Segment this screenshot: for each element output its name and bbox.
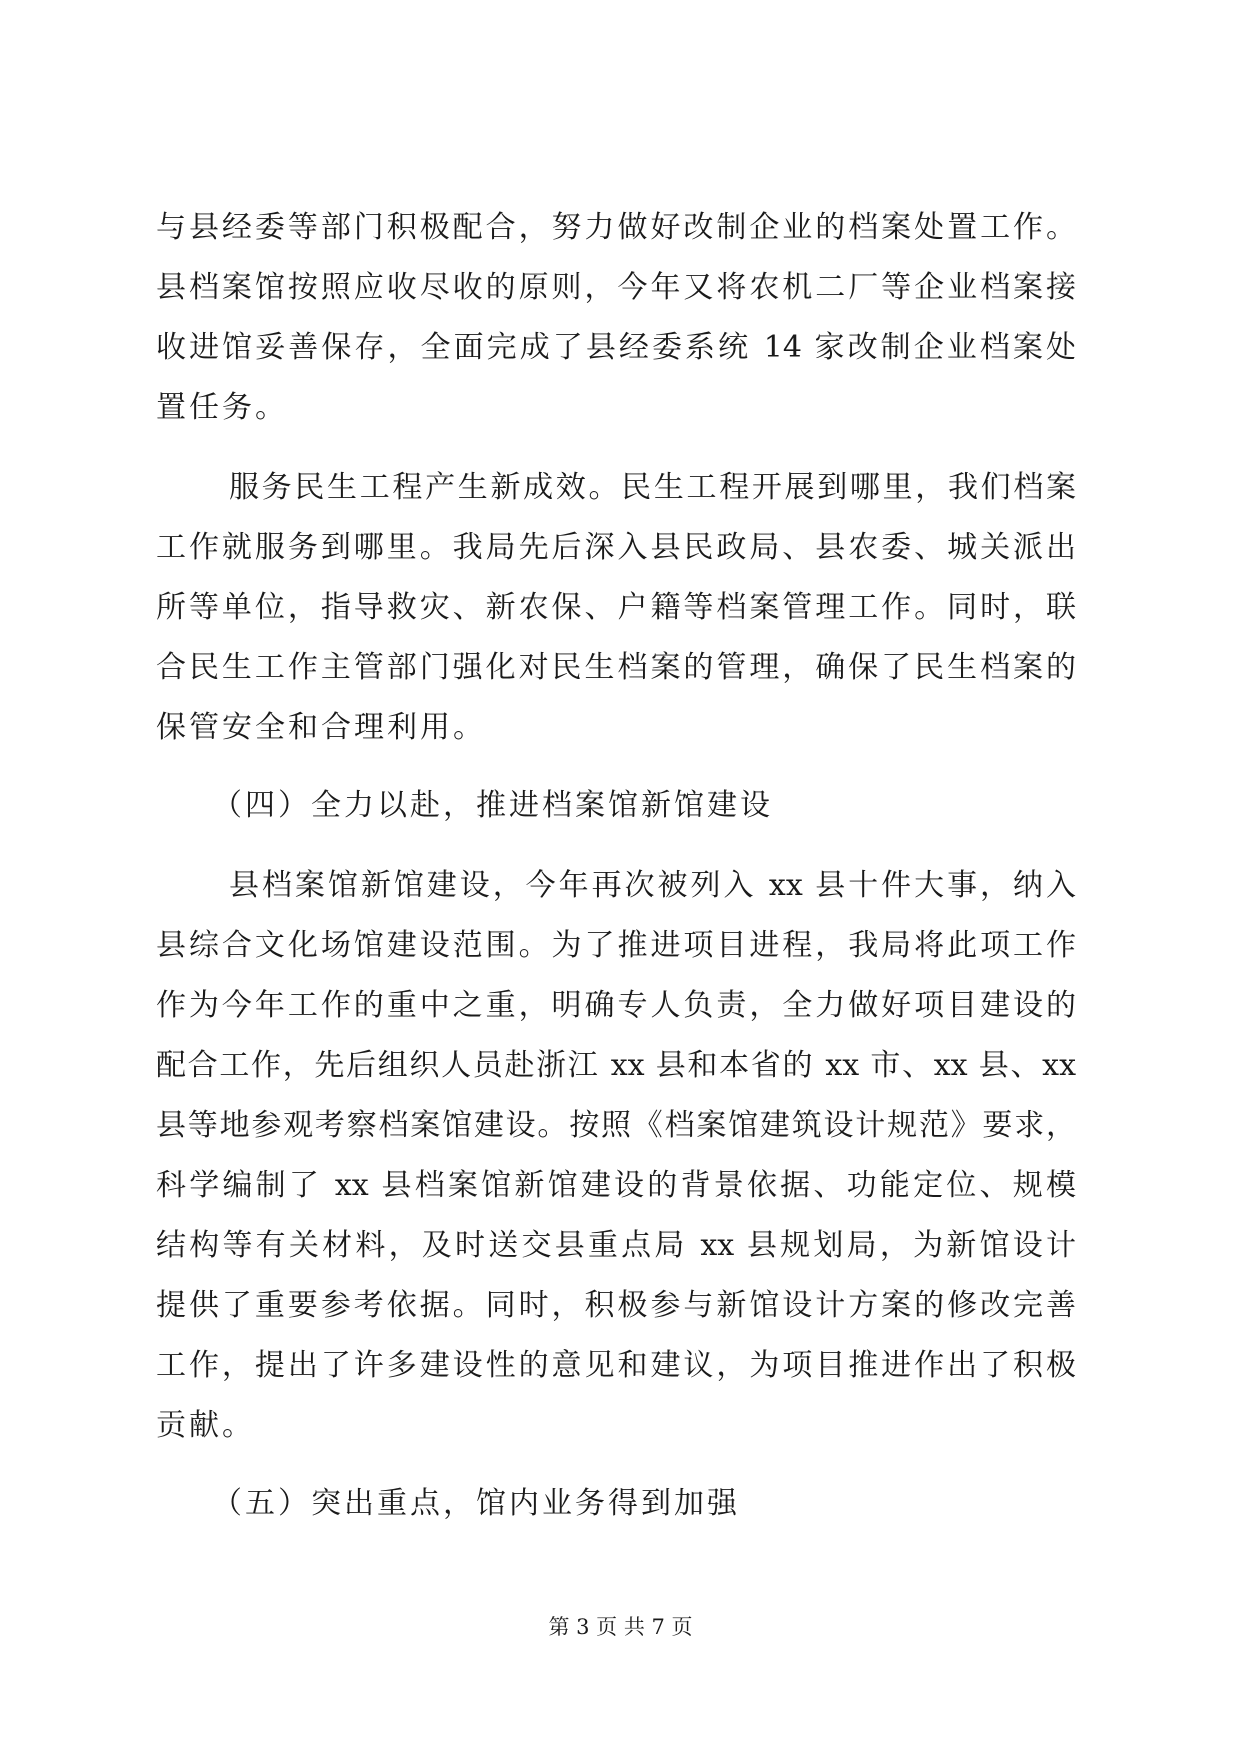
section-heading: （四）全力以赴，推进档案馆新馆建设: [212, 788, 773, 823]
paragraph-first-line: 服务民生工程产生新成效。民生工程开展到哪里，我们档案: [229, 470, 1076, 505]
text-line: 作为今年工作的重中之重，明确专人负责，全力做好项目建设的: [156, 988, 1076, 1023]
text-line: 工作，提出了许多建设性的意见和建议，为项目推进作出了积极: [156, 1348, 1076, 1383]
page-footer: 第 3 页 共 7 页: [548, 1615, 693, 1639]
paragraph-first-line: 县档案馆新馆建设，今年再次被列入 xx 县十件大事，纳入: [229, 868, 1076, 903]
text-line: 科学编制了 xx 县档案馆新馆建设的背景依据、功能定位、规模: [156, 1168, 1076, 1203]
text-line: 与县经委等部门积极配合，努力做好改制企业的档案处置工作。: [156, 210, 1076, 245]
text-line: 合民生工作主管部门强化对民生档案的管理，确保了民生档案的: [156, 650, 1076, 685]
text-line: 提供了重要参考依据。同时，积极参与新馆设计方案的修改完善: [156, 1288, 1076, 1323]
text-line: 保管安全和合理利用。: [156, 710, 486, 745]
text-line: 结构等有关材料，及时送交县重点局 xx 县规划局，为新馆设计: [156, 1228, 1076, 1263]
text-line: 县档案馆按照应收尽收的原则，今年又将农机二厂等企业档案接: [156, 270, 1076, 305]
text-line: 置任务。: [156, 390, 288, 425]
text-line: 工作就服务到哪里。我局先后深入县民政局、县农委、城关派出: [156, 530, 1076, 565]
text-line: 县等地参观考察档案馆建设。按照《档案馆建筑设计规范》要求，: [156, 1108, 1076, 1143]
text-line: 县综合文化场馆建设范围。为了推进项目进程，我局将此项工作: [156, 928, 1076, 963]
section-heading: （五）突出重点，馆内业务得到加强: [212, 1486, 740, 1521]
text-line: 所等单位，指导救灾、新农保、户籍等档案管理工作。同时，联: [156, 590, 1076, 625]
text-line: 收进馆妥善保存，全面完成了县经委系统 14 家改制企业档案处: [156, 330, 1076, 365]
text-line: 配合工作，先后组织人员赴浙江 xx 县和本省的 xx 市、xx 县、xx: [156, 1048, 1076, 1083]
text-line: 贡献。: [156, 1408, 255, 1443]
